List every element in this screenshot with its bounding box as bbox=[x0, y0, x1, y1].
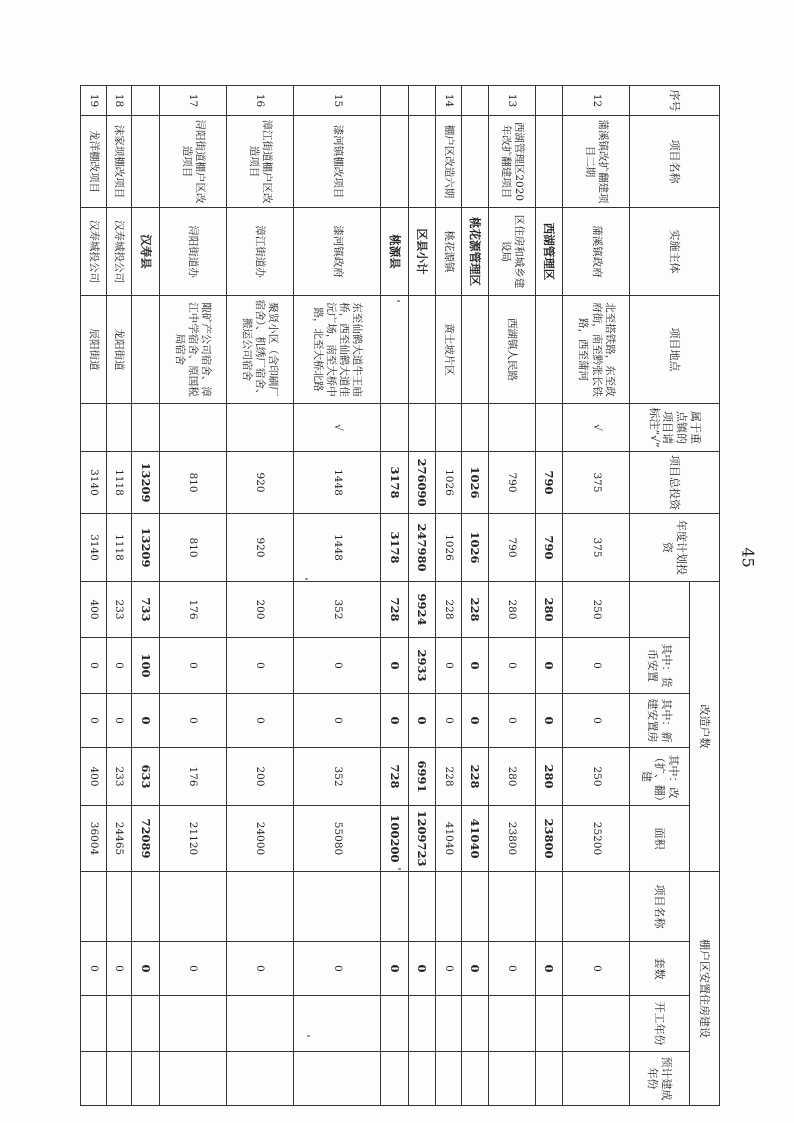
new-build-cell: 0 bbox=[408, 694, 435, 748]
subtotal-row bbox=[132, 86, 159, 1106]
rs-start-year-cell bbox=[489, 996, 535, 1052]
rs-start-year-cell bbox=[132, 996, 159, 1052]
new-build-cell: 0 bbox=[106, 694, 132, 748]
rs-complete-year-cell bbox=[159, 1052, 226, 1106]
households-cell: 280 bbox=[535, 582, 562, 638]
seq-cell bbox=[132, 86, 159, 116]
area-cell: 72089 bbox=[132, 806, 159, 872]
header-households-blank bbox=[630, 582, 690, 638]
total-investment-cell: 790 bbox=[489, 452, 535, 514]
project-name-cell bbox=[381, 116, 408, 208]
key-town-cell bbox=[461, 404, 488, 452]
rs-project-name-cell bbox=[132, 872, 159, 942]
rs-units-cell: 0 bbox=[381, 942, 408, 996]
new-build-cell: 0 bbox=[81, 694, 107, 748]
location-cell: 黄土坡片区 bbox=[436, 296, 462, 404]
rs-start-year-cell bbox=[461, 996, 488, 1052]
rs-complete-year-cell bbox=[562, 1052, 629, 1106]
new-build-cell: 0 bbox=[159, 694, 226, 748]
rs-complete-year-cell bbox=[489, 1052, 535, 1106]
seq-cell: 13 bbox=[489, 86, 535, 116]
area-cell: 25200 bbox=[562, 806, 629, 872]
monetary-cell: 100 bbox=[132, 638, 159, 694]
header-hh-new-build: 其中：新建安置房 bbox=[630, 694, 690, 748]
header-hh-monetary: 其中：货币安置 bbox=[630, 638, 690, 694]
rotated-table-wrapper bbox=[80, 85, 720, 1105]
area-cell: 24465 bbox=[106, 806, 132, 872]
total-investment-cell: 3178 bbox=[381, 452, 408, 514]
households-cell: 200 bbox=[226, 582, 293, 638]
subtotal-row bbox=[381, 86, 408, 1106]
rs-units-cell: 0 bbox=[408, 942, 435, 996]
rs-complete-year-cell bbox=[408, 1052, 435, 1106]
monetary-cell: 0 bbox=[461, 638, 488, 694]
key-town-cell bbox=[489, 404, 535, 452]
annual-investment-cell: 375 bbox=[562, 514, 629, 582]
group-label-cell: 桃花源管理区 bbox=[461, 208, 488, 296]
households-cell: 352 bbox=[293, 582, 381, 638]
project-name-cell bbox=[132, 116, 159, 208]
monetary-cell: 0 bbox=[436, 638, 462, 694]
annual-investment-cell: 13209 bbox=[132, 514, 159, 582]
rs-project-name-cell bbox=[106, 872, 132, 942]
location-cell: 西湖镇人民路 bbox=[489, 296, 535, 404]
renovation-cell: 352 bbox=[293, 748, 381, 806]
monetary-cell: 0 bbox=[159, 638, 226, 694]
subtotal-row bbox=[535, 86, 562, 1106]
households-cell: 280 bbox=[489, 582, 535, 638]
households-cell: 233 bbox=[106, 582, 132, 638]
project-name-cell bbox=[461, 116, 488, 208]
households-cell: 400 bbox=[81, 582, 107, 638]
rs-units-cell: 0 bbox=[226, 942, 293, 996]
rs-project-name-cell bbox=[436, 872, 462, 942]
total-investment-cell: 276090 bbox=[408, 452, 435, 514]
total-investment-cell: 1026 bbox=[461, 452, 488, 514]
key-town-cell bbox=[436, 404, 462, 452]
households-cell: 250 bbox=[562, 582, 629, 638]
area-cell: 36004 bbox=[81, 806, 107, 872]
rs-start-year-cell bbox=[562, 996, 629, 1052]
header-key-town: 属于重点镇的项目请标注“√” bbox=[630, 404, 720, 452]
households-cell: 728 bbox=[381, 582, 408, 638]
key-town-cell bbox=[81, 404, 107, 452]
renovation-cell: 6991 bbox=[408, 748, 435, 806]
seq-cell: 19 bbox=[81, 86, 107, 116]
rs-complete-year-cell bbox=[106, 1052, 132, 1106]
rs-units-cell: 0 bbox=[461, 942, 488, 996]
project-name-cell: 漆河镇棚改项目 bbox=[293, 116, 381, 208]
project-name-cell: 棚户区改造六期 bbox=[436, 116, 462, 208]
seq-cell: 16 bbox=[226, 86, 293, 116]
seq-cell bbox=[535, 86, 562, 116]
rs-project-name-cell bbox=[293, 872, 381, 942]
location-cell: 聚贤小区（含印刷厂宿舍）、机绣厂宿舍、搬运公司宿舍 bbox=[226, 296, 293, 404]
annual-investment-cell: 1118 bbox=[106, 514, 132, 582]
key-town-cell bbox=[381, 404, 408, 452]
renovation-cell: 228 bbox=[436, 748, 462, 806]
area-cell: 55080 bbox=[293, 806, 381, 872]
key-town-cell: √ bbox=[562, 404, 629, 452]
implementer-cell: 蒲溪镇政府 bbox=[562, 208, 629, 296]
monetary-cell: 0 bbox=[81, 638, 107, 694]
table-row bbox=[81, 86, 107, 1106]
location-cell: 北至搭铁路，东至政府街，南至黔张长铁路，西至蒲河 bbox=[562, 296, 629, 404]
seq-cell bbox=[461, 86, 488, 116]
rs-project-name-cell bbox=[408, 872, 435, 942]
households-cell: 176 bbox=[159, 582, 226, 638]
annual-investment-cell: 1026 bbox=[461, 514, 488, 582]
rs-units-cell: 0 bbox=[106, 942, 132, 996]
new-build-cell: 0 bbox=[436, 694, 462, 748]
rs-units-cell: 0 bbox=[159, 942, 226, 996]
renovation-cell: 400 bbox=[81, 748, 107, 806]
area-cell: 23800 bbox=[535, 806, 562, 872]
rs-start-year-cell bbox=[159, 996, 226, 1052]
rs-project-name-cell bbox=[562, 872, 629, 942]
key-town-cell bbox=[132, 404, 159, 452]
renovation-cell: 233 bbox=[106, 748, 132, 806]
implementer-cell: 汉寿城投公司 bbox=[81, 208, 107, 296]
renovation-cell: 728 bbox=[381, 748, 408, 806]
new-build-cell: 0 bbox=[381, 694, 408, 748]
rs-complete-year-cell bbox=[461, 1052, 488, 1106]
table-row bbox=[489, 86, 535, 1106]
table-row bbox=[159, 86, 226, 1106]
shantytown-renovation-table bbox=[80, 85, 720, 1106]
rs-start-year-cell bbox=[226, 996, 293, 1052]
annual-investment-cell: 790 bbox=[535, 514, 562, 582]
area-cell: 21120 bbox=[159, 806, 226, 872]
households-cell: 228 bbox=[436, 582, 462, 638]
group-label-cell: 西湖管理区 bbox=[535, 208, 562, 296]
rs-project-name-cell bbox=[489, 872, 535, 942]
monetary-cell: 2933 bbox=[408, 638, 435, 694]
project-name-cell bbox=[408, 116, 435, 208]
seq-cell: 14 bbox=[436, 86, 462, 116]
rs-start-year-cell bbox=[106, 996, 132, 1052]
seq-cell bbox=[408, 86, 435, 116]
annual-investment-cell: 1026 bbox=[436, 514, 462, 582]
monetary-cell: 0 bbox=[381, 638, 408, 694]
renovation-cell: 280 bbox=[535, 748, 562, 806]
annual-investment-cell: 247980 bbox=[408, 514, 435, 582]
total-investment-cell: 375 bbox=[562, 452, 629, 514]
table-row bbox=[562, 86, 629, 1106]
key-town-cell bbox=[535, 404, 562, 452]
rs-units-cell: 0 bbox=[489, 942, 535, 996]
households-cell: 228 bbox=[461, 582, 488, 638]
rs-complete-year-cell bbox=[293, 1052, 381, 1106]
new-build-cell: 0 bbox=[293, 694, 381, 748]
monetary-cell: 0 bbox=[106, 638, 132, 694]
header-rs-units: 套数 bbox=[630, 942, 690, 996]
rs-project-name-cell bbox=[81, 872, 107, 942]
table-row bbox=[106, 86, 132, 1106]
total-investment-cell: 810 bbox=[159, 452, 226, 514]
location-cell: 辰阳街道 bbox=[81, 296, 107, 404]
new-build-cell: 0 bbox=[489, 694, 535, 748]
area-cell: 100200 bbox=[381, 806, 408, 872]
rs-start-year-cell bbox=[381, 996, 408, 1052]
annual-investment-cell: 3140 bbox=[81, 514, 107, 582]
header-rs-start-year: 开工年份 bbox=[630, 996, 690, 1052]
location-cell bbox=[381, 296, 408, 404]
implementer-cell: 汉寿城投公司 bbox=[106, 208, 132, 296]
seq-cell: 17 bbox=[159, 86, 226, 116]
area-cell: 24000 bbox=[226, 806, 293, 872]
location-cell: 陬矿产公司宿舍、漳江中学宿舍、原国税局宿舍 bbox=[159, 296, 226, 404]
location-cell: 东至仙鹤大道牛王庙桥，西至仙鹤大道佳沅广场，南至大桥中路，北至大桥北路 bbox=[293, 296, 381, 404]
rs-units-cell: 0 bbox=[535, 942, 562, 996]
rs-complete-year-cell bbox=[226, 1052, 293, 1106]
table-body bbox=[81, 86, 630, 1106]
new-build-cell: 0 bbox=[562, 694, 629, 748]
monetary-cell: 0 bbox=[562, 638, 629, 694]
page-number: 45 bbox=[738, 547, 758, 568]
key-town-cell bbox=[159, 404, 226, 452]
renovation-cell: 633 bbox=[132, 748, 159, 806]
header-annual-investment: 年度计划投资 bbox=[630, 514, 720, 582]
monetary-cell: 0 bbox=[226, 638, 293, 694]
rs-project-name-cell bbox=[381, 872, 408, 942]
scan-speck bbox=[398, 868, 401, 870]
key-town-cell: √ bbox=[293, 404, 381, 452]
annual-investment-cell: 3178 bbox=[381, 514, 408, 582]
monetary-cell: 0 bbox=[489, 638, 535, 694]
header-implementer: 实施主体 bbox=[630, 208, 720, 296]
rs-units-cell: 0 bbox=[81, 942, 107, 996]
annual-investment-cell: 790 bbox=[489, 514, 535, 582]
header-households-group: 改造户数 bbox=[690, 582, 720, 872]
rs-start-year-cell bbox=[436, 996, 462, 1052]
project-name-cell: 龙洋棚改项目 bbox=[81, 116, 107, 208]
rs-units-cell: 0 bbox=[562, 942, 629, 996]
new-build-cell: 0 bbox=[535, 694, 562, 748]
rs-project-name-cell bbox=[535, 872, 562, 942]
scan-speck bbox=[305, 578, 308, 580]
header-project-name: 项目名称 bbox=[630, 116, 720, 208]
renovation-cell: 228 bbox=[461, 748, 488, 806]
seq-cell: 18 bbox=[106, 86, 132, 116]
key-town-cell bbox=[106, 404, 132, 452]
scan-speck bbox=[397, 300, 400, 302]
project-name-cell: 浔阳街道棚户区改造项目 bbox=[159, 116, 226, 208]
location-cell: 龙阳街道 bbox=[106, 296, 132, 404]
area-cell: 41040 bbox=[461, 806, 488, 872]
rs-units-cell: 0 bbox=[293, 942, 381, 996]
project-name-cell: 西湖管理区2020年改扩翻建项目 bbox=[489, 116, 535, 208]
table-row bbox=[436, 86, 462, 1106]
implementer-cell: 桃花源镇 bbox=[436, 208, 462, 296]
total-investment-cell: 1118 bbox=[106, 452, 132, 514]
implementer-cell: 浔阳街道办 bbox=[159, 208, 226, 296]
seq-cell: 15 bbox=[293, 86, 381, 116]
total-investment-cell: 3140 bbox=[81, 452, 107, 514]
annual-investment-cell: 1448 bbox=[293, 514, 381, 582]
table-row bbox=[226, 86, 293, 1106]
rs-units-cell: 0 bbox=[132, 942, 159, 996]
area-cell: 41040 bbox=[436, 806, 462, 872]
households-cell: 9924 bbox=[408, 582, 435, 638]
renovation-cell: 280 bbox=[489, 748, 535, 806]
rs-start-year-cell bbox=[535, 996, 562, 1052]
rs-project-name-cell bbox=[461, 872, 488, 942]
rs-units-cell: 0 bbox=[436, 942, 462, 996]
table-row bbox=[293, 86, 381, 1106]
implementer-cell: 漳江街道办 bbox=[226, 208, 293, 296]
implementer-cell: 漆河镇政府 bbox=[293, 208, 381, 296]
new-build-cell: 0 bbox=[132, 694, 159, 748]
subtotal-row bbox=[408, 86, 435, 1106]
rs-complete-year-cell bbox=[81, 1052, 107, 1106]
header-location: 项目地点 bbox=[630, 296, 720, 404]
group-label-cell: 桃源县 bbox=[381, 208, 408, 296]
total-investment-cell: 790 bbox=[535, 452, 562, 514]
header-hh-renovation: 其中：改（扩、翻）建 bbox=[630, 748, 690, 806]
header-area: 面积 bbox=[630, 806, 690, 872]
new-build-cell: 0 bbox=[226, 694, 293, 748]
monetary-cell: 0 bbox=[293, 638, 381, 694]
annual-investment-cell: 810 bbox=[159, 514, 226, 582]
project-name-cell bbox=[535, 116, 562, 208]
subtotal-row bbox=[461, 86, 488, 1106]
renovation-cell: 176 bbox=[159, 748, 226, 806]
scan-speck bbox=[307, 1035, 310, 1037]
total-investment-cell: 920 bbox=[226, 452, 293, 514]
header-seq: 序号 bbox=[630, 86, 720, 116]
rs-start-year-cell bbox=[81, 996, 107, 1052]
rs-start-year-cell bbox=[408, 996, 435, 1052]
area-cell: 23800 bbox=[489, 806, 535, 872]
header-rs-project-name: 项目名称 bbox=[630, 872, 690, 942]
renovation-cell: 250 bbox=[562, 748, 629, 806]
rs-complete-year-cell bbox=[132, 1052, 159, 1106]
seq-cell bbox=[381, 86, 408, 116]
rs-complete-year-cell bbox=[535, 1052, 562, 1106]
header-resettlement-group: 棚户区安置住房建设 bbox=[690, 872, 720, 1106]
location-cell bbox=[535, 296, 562, 404]
project-name-cell: 漳江街道棚户区改造项目 bbox=[226, 116, 293, 208]
area-cell: 1209723 bbox=[408, 806, 435, 872]
implementer-cell: 区住房和城乡建设局 bbox=[489, 208, 535, 296]
rs-project-name-cell bbox=[159, 872, 226, 942]
total-investment-cell: 1026 bbox=[436, 452, 462, 514]
households-cell: 733 bbox=[132, 582, 159, 638]
header-total-investment: 项目总投资 bbox=[630, 452, 720, 514]
annual-investment-cell: 920 bbox=[226, 514, 293, 582]
total-investment-cell: 13209 bbox=[132, 452, 159, 514]
total-investment-cell: 1448 bbox=[293, 452, 381, 514]
project-name-cell: 蒲溪镇改扩翻建项目二期 bbox=[562, 116, 629, 208]
monetary-cell: 0 bbox=[535, 638, 562, 694]
group-label-cell: 汉寿县 bbox=[132, 208, 159, 296]
key-town-cell bbox=[226, 404, 293, 452]
location-cell bbox=[461, 296, 488, 404]
seq-cell: 12 bbox=[562, 86, 629, 116]
key-town-cell bbox=[408, 404, 435, 452]
project-name-cell: 沫家坝棚改项目 bbox=[106, 116, 132, 208]
header-rs-complete-year: 预计建成年份 bbox=[630, 1052, 690, 1106]
rs-complete-year-cell bbox=[381, 1052, 408, 1106]
group-label-cell: 区县小计 bbox=[408, 208, 435, 296]
renovation-cell: 200 bbox=[226, 748, 293, 806]
location-cell bbox=[408, 296, 435, 404]
location-cell bbox=[132, 296, 159, 404]
rs-complete-year-cell bbox=[436, 1052, 462, 1106]
rs-start-year-cell bbox=[293, 996, 381, 1052]
rs-project-name-cell bbox=[226, 872, 293, 942]
new-build-cell: 0 bbox=[461, 694, 488, 748]
